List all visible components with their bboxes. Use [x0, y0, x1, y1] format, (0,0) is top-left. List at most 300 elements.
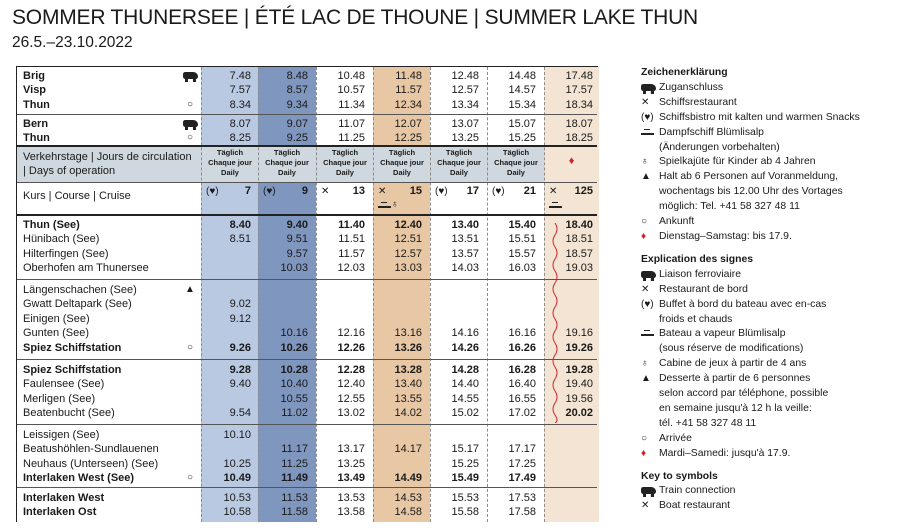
legend-item	[641, 447, 903, 462]
departure-time: 14.58	[394, 506, 422, 519]
departure-time: 15.53	[451, 492, 479, 504]
legend-text: Arrivée	[659, 432, 692, 444]
bistro-icon: (♥)	[492, 186, 505, 197]
legend-gap	[641, 462, 903, 470]
departure-time: 9.54	[229, 407, 251, 420]
station-name: Bern	[23, 118, 49, 130]
course-number: 125	[574, 185, 593, 197]
station-name: Thun	[23, 98, 50, 111]
station-name: Faulensee (See)	[23, 378, 105, 391]
station-name: Oberhofen am Thunersee	[23, 262, 149, 275]
departure-time: 11.58	[281, 506, 308, 519]
table-row	[17, 247, 599, 261]
departure-time: 9.40	[229, 378, 251, 391]
departure-time: 9.07	[286, 118, 308, 130]
arrival-icon: ○	[641, 216, 648, 228]
arrival-icon: ○	[186, 132, 194, 144]
table-row	[17, 131, 599, 145]
validity-dates: 26.5.–23.10.2022	[12, 34, 133, 51]
legend-item	[641, 230, 903, 245]
departure-time: 11.48	[395, 70, 422, 82]
table-row	[17, 442, 599, 456]
legend-item	[641, 170, 903, 185]
course-number: 15	[409, 185, 422, 197]
departure-time: 14.17	[394, 443, 422, 456]
legend-item	[641, 141, 903, 156]
legend-item	[641, 268, 903, 283]
section-separator	[17, 182, 597, 183]
departure-time: 10.58	[223, 506, 251, 519]
table-row	[17, 341, 599, 355]
legend-text: Dienstag–Samstag: bis 17.9.	[659, 230, 792, 242]
station-name: Beatenbucht (See)	[23, 407, 115, 420]
station-name: Gunten (See)	[23, 327, 90, 340]
departure-time: 15.34	[508, 98, 536, 111]
restaurant-icon: ✕	[641, 96, 650, 108]
departure-time: 12.25	[394, 132, 422, 145]
departure-time: 13.34	[451, 98, 479, 111]
legend-item	[641, 417, 903, 432]
steamship-icon	[378, 200, 391, 211]
departure-time: 8.34	[229, 98, 251, 111]
departure-time: 12.40	[394, 219, 422, 231]
restaurant-icon: ✕	[641, 500, 650, 512]
departure-time: 14.02	[394, 407, 422, 420]
legend-text: Ankunft	[659, 216, 695, 228]
departure-time: 12.55	[337, 392, 365, 405]
departure-time: 13.25	[337, 457, 365, 470]
departure-time: 12.48	[451, 70, 479, 82]
legend-symbol	[641, 342, 659, 357]
table-row	[17, 283, 599, 297]
legend-text: tél. +41 58 327 48 11	[659, 417, 757, 429]
departure-time: 13.53	[337, 492, 365, 504]
departure-time: 13.03	[394, 262, 422, 275]
departure-time: 12.57	[451, 84, 479, 97]
legend-item	[641, 111, 903, 126]
legend-text: froids et chauds	[659, 313, 733, 325]
departure-time: 15.02	[451, 407, 479, 420]
legend-item	[641, 185, 903, 200]
departure-time: 14.03	[451, 262, 479, 275]
departure-time: 14.55	[451, 392, 479, 405]
legend-text: Spielkajüte für Kinder ab 4 Jahren	[659, 156, 816, 168]
train-icon	[181, 69, 199, 83]
departure-time: 11.57	[338, 247, 365, 260]
departure-time: 12.57	[394, 247, 422, 260]
table-row	[17, 377, 599, 391]
departure-time: 11.40	[338, 219, 365, 231]
legend-item	[641, 155, 903, 170]
table-row	[17, 406, 599, 420]
departure-time: 9.28	[229, 364, 251, 376]
departure-time: 10.57	[337, 84, 365, 97]
legend-text: Desserte à partir de 6 personnes	[659, 373, 811, 385]
departure-time: 10.10	[223, 429, 251, 441]
departure-time: 16.28	[508, 364, 536, 376]
station-name: Brig	[23, 70, 45, 82]
departure-time: 15.58	[451, 506, 479, 519]
departure-time: 8.25	[229, 132, 251, 145]
departure-time: 17.58	[508, 506, 536, 519]
legend-item	[641, 402, 903, 417]
request-stop-icon: ▲	[641, 373, 651, 385]
legend-item	[641, 372, 903, 387]
restriction-diamond-icon: ♦	[641, 447, 647, 459]
departure-time: 10.28	[280, 364, 308, 376]
table-row	[17, 505, 599, 519]
departure-time: 15.40	[508, 219, 536, 231]
playroom-icon: ♁	[391, 199, 399, 210]
departure-time: 10.55	[280, 392, 308, 405]
departure-time: 17.02	[508, 407, 536, 420]
table-row	[17, 218, 599, 232]
table-row	[17, 261, 599, 275]
departure-time: 7.57	[229, 84, 251, 97]
departure-time: 14.48	[508, 70, 536, 82]
departure-time: 17.25	[508, 457, 536, 470]
playroom-icon: ♁	[641, 358, 649, 370]
daily-label: Täglich Chaque jour Daily	[494, 148, 538, 177]
legend-item	[641, 96, 903, 111]
departure-time: 13.40	[394, 378, 422, 391]
legend-text: Zuganschluss	[659, 81, 724, 93]
departure-time: 19.56	[565, 392, 593, 405]
legend-text: Schiffsbistro mit kalten und warmen Snacks	[659, 111, 860, 123]
steamship-icon	[549, 200, 562, 211]
departure-time: 11.02	[281, 407, 308, 420]
legend-text: Mardi–Samedi: jusqu'à 17.9.	[659, 447, 791, 459]
daily-label: Täglich Chaque jour Daily	[437, 148, 481, 177]
departure-time: 11.53	[281, 492, 308, 504]
departure-time: 14.16	[451, 327, 479, 340]
departure-time: 13.40	[451, 219, 479, 231]
course-label: Kurs | Course | Cruise	[23, 190, 131, 202]
table-row	[17, 428, 599, 442]
departure-time: 15.17	[451, 443, 479, 456]
legend-text: Bateau a vapeur Blümlisalp	[659, 328, 786, 340]
table-row	[17, 232, 599, 246]
legend	[641, 66, 903, 514]
daily-label: Täglich Chaque jour Daily	[208, 148, 252, 177]
departure-time: 13.55	[394, 392, 422, 405]
train-icon	[641, 81, 659, 96]
legend-text: Liaison ferroviaire	[659, 268, 742, 280]
arrival-icon: ○	[641, 432, 648, 444]
departure-time: 12.03	[337, 262, 365, 275]
legend-item	[641, 484, 903, 499]
departure-time: 18.40	[565, 219, 593, 231]
legend-symbol	[641, 185, 659, 200]
departure-time: 14.57	[508, 84, 536, 97]
departure-time: 10.03	[280, 262, 308, 275]
table-row	[17, 457, 599, 471]
legend-item	[641, 499, 903, 514]
legend-item	[641, 81, 903, 96]
station-name: Thun (See)	[23, 219, 80, 231]
departure-time: 19.28	[565, 364, 593, 376]
departure-time: 13.28	[394, 364, 422, 376]
legend-item	[641, 342, 903, 357]
legend-text: (sous réserve de modifications)	[659, 343, 804, 355]
departure-time: 10.49	[223, 472, 251, 485]
departure-time: 16.03	[508, 262, 536, 275]
legend-item	[641, 215, 903, 230]
departure-time: 10.53	[223, 492, 251, 504]
legend-text: Restaurant de bord	[659, 283, 748, 295]
departure-time: 15.49	[451, 472, 479, 485]
departure-time: 16.40	[508, 378, 536, 391]
departure-time: 12.51	[394, 233, 422, 246]
section-separator	[17, 424, 597, 425]
table-row	[17, 117, 599, 131]
departure-time: 9.51	[286, 233, 308, 246]
section-separator	[17, 487, 597, 488]
departure-time: 9.40	[286, 219, 308, 231]
station-name: Thun	[23, 132, 50, 145]
departure-time: 10.40	[280, 378, 308, 391]
departure-time: 15.25	[508, 132, 536, 145]
station-name: Spiez Schiffstation	[23, 341, 122, 354]
departure-time: 16.55	[508, 392, 536, 405]
departure-time: 14.53	[394, 492, 422, 504]
restaurant-icon: ✕	[321, 186, 330, 197]
departure-time: 12.40	[337, 378, 365, 391]
departure-time: 15.07	[508, 118, 536, 130]
departure-time: 15.57	[508, 247, 536, 260]
departure-time: 11.25	[338, 132, 365, 145]
station-name: Hilterfingen (See)	[23, 247, 109, 260]
legend-item	[641, 313, 903, 328]
station-name: Beatushöhlen-Sundlauenen	[23, 443, 159, 456]
departure-time: 19.03	[565, 262, 593, 275]
departure-time: 14.49	[394, 472, 422, 485]
legend-gap	[641, 245, 903, 253]
departure-time: 13.58	[337, 506, 365, 519]
bistro-icon: (♥)	[641, 111, 654, 123]
section-separator	[17, 279, 597, 280]
departure-time: 8.57	[286, 84, 308, 97]
arrival-icon: ○	[186, 341, 194, 353]
legend-text: Boat restaurant	[659, 500, 731, 512]
table-row	[17, 98, 599, 112]
legend-symbol	[641, 417, 659, 432]
legend-heading: Key to symbols	[641, 470, 718, 482]
legend-item	[641, 387, 903, 402]
departure-time: 13.51	[451, 233, 479, 246]
legend-text: Dampfschiff Blümlisalp	[659, 126, 764, 138]
request-stop-icon: ▲	[641, 171, 651, 183]
legend-item	[641, 298, 903, 313]
playroom-icon: ♁	[641, 156, 649, 168]
departure-time: 8.40	[229, 219, 251, 231]
departure-time: 11.25	[281, 457, 308, 470]
table-row	[17, 83, 599, 97]
departure-time: 10.48	[337, 70, 365, 82]
course-number: 17	[466, 185, 479, 197]
legend-text: möglich: Tel. +41 58 327 48 11	[659, 201, 800, 213]
station-name: Spiez Schiffstation	[23, 364, 122, 376]
section-separator	[17, 214, 597, 216]
departure-time: 11.17	[281, 443, 308, 456]
station-name: Hünibach (See)	[23, 233, 100, 246]
departure-time: 18.51	[565, 233, 593, 246]
legend-text: Train connection	[659, 485, 736, 497]
legend-text: wochentags bis 12.00 Uhr des Vortages	[659, 186, 843, 198]
departure-time: 12.34	[394, 98, 422, 111]
departure-time: 11.51	[338, 233, 365, 246]
train-icon	[641, 268, 659, 283]
departure-time: 16.16	[508, 327, 536, 340]
legend-item	[641, 283, 903, 298]
legend-symbol	[641, 200, 659, 215]
departure-time: 9.12	[229, 312, 251, 325]
train-icon	[181, 117, 199, 131]
bistro-icon: (♥)	[435, 186, 448, 197]
departure-time: 12.07	[394, 118, 422, 130]
departure-time: 9.34	[286, 98, 308, 111]
departure-time: 8.07	[229, 118, 251, 130]
departure-time: 8.51	[229, 233, 251, 246]
daily-label: Täglich Chaque jour Daily	[380, 148, 424, 177]
legend-heading: Explication des signes	[641, 253, 754, 265]
departure-time: 12.28	[337, 364, 365, 376]
table-row	[17, 297, 599, 311]
departure-time: 13.16	[394, 327, 422, 340]
departure-time: 16.26	[508, 341, 536, 354]
departure-time: 20.02	[565, 407, 593, 420]
departure-time: 19.40	[565, 378, 593, 391]
departure-time: 12.16	[337, 327, 365, 340]
legend-text: Cabine de jeux à partir de 4 ans	[659, 358, 807, 370]
legend-item	[641, 327, 903, 342]
days-of-operation-label: Verkehrstage | Jours de circulation | Days of operation	[23, 151, 192, 177]
legend-text: (Änderungen vorbehalten)	[659, 141, 780, 153]
departure-time: 10.25	[223, 457, 251, 470]
departure-time: 18.57	[565, 247, 593, 260]
legend-item	[641, 200, 903, 215]
departure-time: 13.57	[451, 247, 479, 260]
departure-time: 12.26	[337, 341, 365, 354]
course-number: 21	[523, 185, 536, 197]
departure-time: 13.25	[451, 132, 479, 145]
course-number: 9	[301, 185, 308, 197]
station-name: Interlaken West	[23, 492, 105, 504]
departure-time: 13.17	[337, 443, 365, 456]
departure-time: 11.07	[338, 118, 365, 130]
train-icon	[641, 484, 659, 499]
departure-time: 14.28	[451, 364, 479, 376]
table-row	[17, 471, 599, 485]
steamship-icon	[641, 126, 659, 141]
table-row	[17, 392, 599, 406]
legend-symbol	[641, 387, 659, 402]
station-name: Einigen (See)	[23, 312, 90, 325]
departure-time: 9.57	[286, 247, 308, 260]
departure-time: 18.25	[565, 132, 593, 145]
departure-time: 8.48	[286, 70, 308, 82]
departure-time: 9.02	[229, 298, 251, 311]
legend-symbol	[641, 141, 659, 156]
station-name: Visp	[23, 84, 47, 97]
departure-time: 14.40	[451, 378, 479, 391]
request-stop-icon: ▲	[185, 284, 195, 295]
station-name: Längenschachen (See)	[23, 284, 137, 296]
legend-item	[641, 126, 903, 141]
departure-time: 7.48	[229, 70, 251, 82]
station-name: Leissigen (See)	[23, 429, 100, 441]
timetable	[16, 66, 598, 522]
course-number: 13	[352, 185, 365, 197]
departure-time: 17.17	[508, 443, 536, 456]
departure-time: 11.34	[338, 98, 365, 111]
legend-text: Schiffsrestaurant	[659, 96, 737, 108]
table-row	[17, 312, 599, 326]
legend-heading: Zeichenerklärung	[641, 67, 728, 78]
departure-time: 14.26	[451, 341, 479, 354]
departure-time: 18.34	[565, 98, 593, 111]
station-name: Interlaken Ost	[23, 506, 97, 519]
station-name: Merligen (See)	[23, 392, 96, 405]
bistro-icon: (♥)	[641, 298, 654, 310]
restriction-diamond-icon: ♦	[641, 230, 647, 242]
section-separator	[17, 114, 597, 115]
departure-time: 17.49	[508, 472, 536, 485]
arrival-icon: ○	[186, 98, 194, 110]
departure-time: 9.26	[229, 341, 251, 354]
page-title: SOMMER THUNERSEE | ÉTÉ LAC DE THOUNE | SUMMER LAKE THUN	[12, 6, 699, 29]
arrival-icon: ○	[186, 472, 194, 484]
steamship-icon	[641, 327, 659, 342]
course-number: 7	[244, 185, 251, 197]
station-name: Neuhaus (Unterseen) (See)	[23, 457, 159, 470]
departure-time: 13.02	[337, 407, 365, 420]
legend-item	[641, 432, 903, 447]
departure-time: 18.07	[565, 118, 593, 130]
legend-text: Buffet à bord du bateau avec en-cas	[659, 298, 827, 310]
table-row	[17, 326, 599, 340]
departure-time: 19.26	[565, 341, 593, 354]
restaurant-icon: ✕	[641, 283, 650, 295]
departure-time: 13.49	[337, 472, 365, 485]
departure-time: 13.07	[451, 118, 479, 130]
departure-time: 17.53	[508, 492, 536, 504]
legend-item	[641, 357, 903, 372]
restaurant-icon: ✕	[549, 186, 558, 197]
restriction-diamond-icon: ♦	[568, 155, 575, 167]
departure-time: 9.25	[286, 132, 308, 145]
legend-text: en semaine jusqu'à 12 h la veille:	[659, 402, 812, 414]
station-name: Gwatt Deltapark (See)	[23, 298, 132, 311]
departure-time: 15.25	[451, 457, 479, 470]
departure-time: 17.48	[565, 70, 593, 82]
legend-symbol	[641, 313, 659, 328]
legend-text: selon accord par téléphone, possible	[659, 388, 829, 400]
departure-time: 19.16	[565, 327, 593, 340]
daily-label: Täglich Chaque jour Daily	[323, 148, 367, 177]
departure-time: 15.51	[508, 233, 536, 246]
departure-time: 10.16	[280, 327, 308, 340]
table-row	[17, 363, 599, 377]
departure-time: 13.26	[394, 341, 422, 354]
bistro-icon: (♥)	[206, 186, 219, 197]
table-row	[17, 69, 599, 83]
bistro-icon: (♥)	[263, 186, 276, 197]
daily-label: Täglich Chaque jour Daily	[265, 148, 309, 177]
departure-time: 17.57	[565, 84, 593, 97]
section-separator	[17, 359, 597, 360]
departure-time: 11.49	[281, 472, 308, 485]
